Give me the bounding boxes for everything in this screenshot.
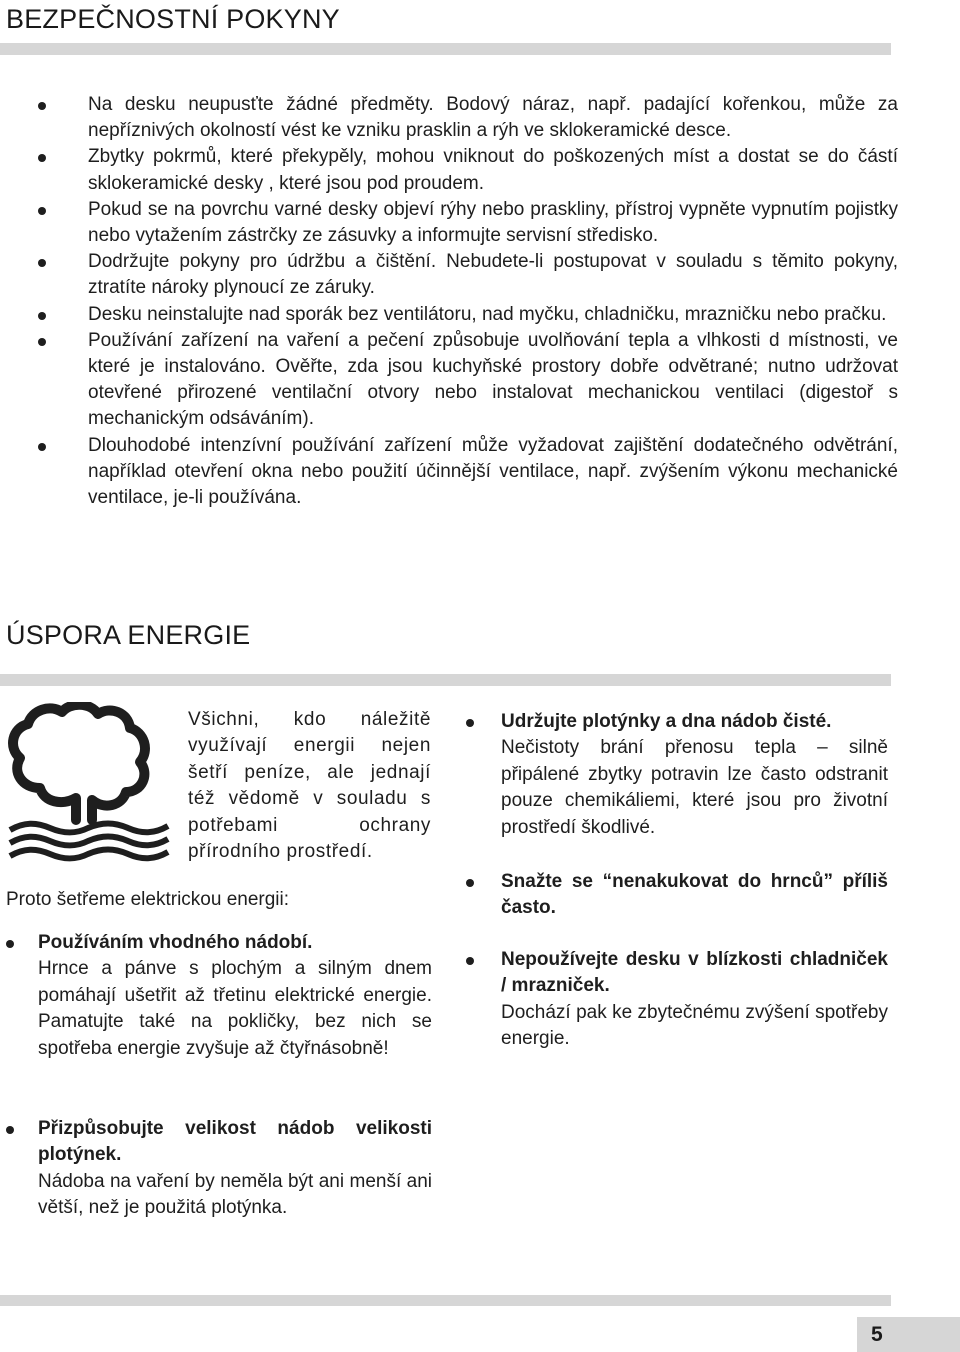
bullet-icon bbox=[6, 940, 14, 948]
safety-item: Dlouhodobé intenzívní používání zařízení může vyžadovat zajištění dodatečného odvětrání, například otevření okna nebo použití účinnější ventilace, např. zvýšením výkonu mechanické ventilace, je-li používána. bbox=[38, 433, 898, 512]
bullet-icon bbox=[38, 443, 46, 451]
bullet-icon bbox=[466, 879, 474, 887]
page-number: 5 bbox=[857, 1317, 960, 1352]
safety-item: Desku neinstalujte nad sporák bez ventilátoru, nad myčku, chladničku, mrazničku nebo pračku. bbox=[38, 302, 898, 328]
energy-title: ÚSPORA ENERGIE bbox=[6, 620, 251, 650]
bullet-icon bbox=[38, 102, 46, 110]
safety-title: BEZPEČNOSTNÍ POKYNY bbox=[6, 4, 340, 34]
bullet-icon bbox=[38, 154, 46, 162]
item-text: Nečistoty brání přenosu tepla – silně připálené zbytky potravin lze často odstranit pouze chemikáliemi, které jsou pro životní prostředí škodlivé. bbox=[501, 737, 888, 838]
energy-proto: Proto šetřeme elektrickou energii: bbox=[6, 889, 290, 910]
item-heading: Používáním vhodného nádobí. bbox=[38, 932, 313, 953]
safety-title-bar bbox=[0, 43, 891, 55]
item-heading: Snažte se “nenakukovat do hrnců” příliš často. bbox=[501, 871, 888, 919]
bullet-icon bbox=[466, 957, 474, 965]
tree-water-icon bbox=[4, 702, 180, 862]
safety-item: Na desku neupusťte žádné předměty. Bodový náraz, např. padající kořenkou, může za nepříznivých okolností vést ke vzniku prasklin a rýh ve sklokeramické desce. bbox=[38, 92, 898, 144]
item-text: Dochází pak ke zbytečnému zvýšení spotřeby energie. bbox=[501, 1001, 888, 1050]
energy-title-bar bbox=[0, 674, 891, 686]
bullet-icon bbox=[38, 338, 46, 346]
safety-item: Používání zařízení na vaření a pečení způsobuje uvolňování tepla a vlhkosti d místnosti, ve které je instalováno. Ověřte, zda jsou kuchyňské prostory dobře odvětrané; nutno udržovat otevřené přirozené ventilační otvory nebo instalovat mechanickou ventilaci (digestoř s mechanickým odsáváním). bbox=[38, 328, 898, 433]
footer-bar bbox=[0, 1295, 891, 1306]
bullet-icon bbox=[38, 207, 46, 215]
bullet-icon bbox=[6, 1126, 14, 1134]
bullet-icon bbox=[38, 259, 46, 267]
item-heading: Nepoužívejte desku v blízkosti chladniček / mrazniček. bbox=[501, 949, 888, 997]
item-heading: Přizpůsobujte velikost nádob velikosti plotýnek. bbox=[38, 1118, 432, 1166]
item-heading: Udržujte plotýnky a dna nádob čisté. bbox=[501, 711, 832, 732]
energy-intro: Všichni, kdo náležitě využívají energii nejen šetří peníze, ale jednají též vědomě v souladu s potřebami ochrany přírodního prostředí. bbox=[188, 709, 431, 863]
safety-item: Zbytky pokrmů, které překypěly, mohou vniknout do poškozených míst a dostat se do částí sklokeramické desky , které jsou pod proudem. bbox=[38, 144, 898, 196]
safety-item: Pokud se na povrchu varné desky objeví rýhy nebo praskliny, přístroj vypněte vypnutím pojistky nebo vytažením zástrčky ze zásuvky a informujte servisní středisko. bbox=[38, 197, 898, 249]
bullet-icon bbox=[38, 312, 46, 320]
item-text: Hrnce a pánve s plochým a silným dnem pomáhají ušetřit až třetinu elektrické energie. Pamatujte také na pokličky, bez nich se spotřeba energie zvyšuje až čtyřnásobně! bbox=[38, 958, 432, 1059]
bullet-icon bbox=[466, 719, 474, 727]
item-text: Nádoba na vaření by neměla být ani menší ani větší, než je použitá plotýnka. bbox=[38, 1170, 432, 1219]
safety-list bbox=[38, 92, 898, 511]
safety-item: Dodržujte pokyny pro údržbu a čištění. Nebudete-li postupovat v souladu s těmito pokyny, ztratíte nároky plynoucí ze záruky. bbox=[38, 249, 898, 301]
